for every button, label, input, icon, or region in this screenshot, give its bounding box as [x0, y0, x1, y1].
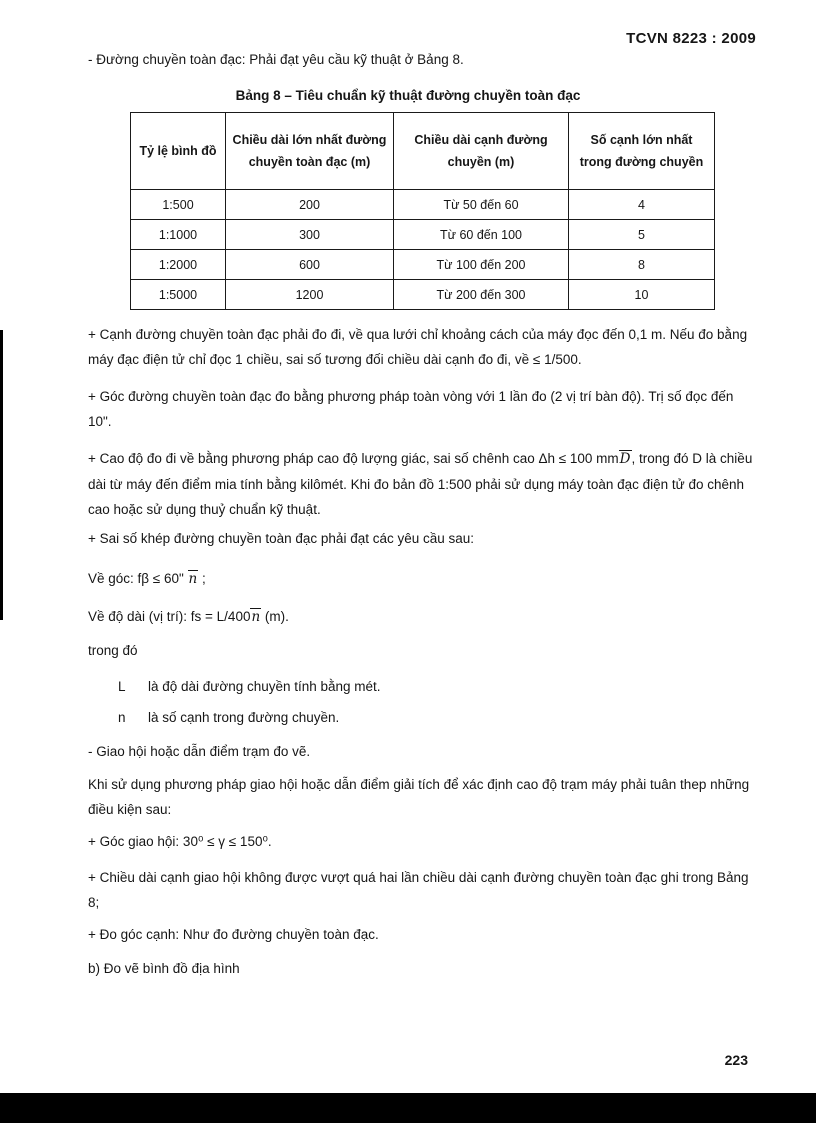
table-caption: Bảng 8 – Tiêu chuẩn kỹ thuật đường chuyền toàn đạc [235, 88, 581, 103]
cell-scale: 1:500 [131, 190, 226, 220]
page-number: 223 [724, 1052, 748, 1068]
cell-scale: 1:1000 [131, 220, 226, 250]
definition-n: n là số cạnh trong đường chuyền. [118, 710, 340, 725]
cell-max-edges: 5 [569, 220, 715, 250]
table-row [131, 280, 715, 310]
scan-bottom-bar [0, 1093, 816, 1123]
sqrt-n-formula: n [251, 609, 261, 625]
scan-edge-mark [0, 330, 3, 620]
cell-max-length: 300 [226, 220, 394, 250]
cell-max-length: 1200 [226, 280, 394, 310]
paragraph-closure-requirements: + Sai số khép đường chuyền toàn đạc phải đạt các yêu cầu sau: [88, 531, 475, 546]
paragraph-intersection-angle: + Góc giao hội: 30⁰ ≤ γ ≤ 150⁰. [88, 834, 272, 849]
paragraph-intersection-length: + Chiều dài cạnh giao hội không được vượt quá hai lần chiều dài cạnh đường chuyền toàn đạc ghi trong Bảng 8; [88, 870, 749, 910]
definition-L: L là độ dài đường chuyền tính bằng mét. [118, 679, 381, 694]
header-max-length: Chiều dài lớn nhất đường chuyền toàn đạc (m) [226, 113, 394, 190]
table-row [131, 250, 715, 280]
header-scale: Tỷ lệ bình đồ [131, 113, 226, 190]
document-code: TCVN 8223 : 2009 [626, 30, 756, 47]
cell-scale: 1:2000 [131, 250, 226, 280]
table-row [131, 190, 715, 220]
cell-scale: 1:5000 [131, 280, 226, 310]
table-header-row [131, 113, 715, 190]
sqrt-d-formula: D [619, 451, 631, 467]
table-row [131, 220, 715, 250]
intro-line: - Đường chuyền toàn đạc: Phải đạt yêu cầu kỹ thuật ở Bảng 8. [88, 52, 464, 67]
cell-max-edges: 4 [569, 190, 715, 220]
where-label: trong đó [88, 643, 138, 658]
paragraph-angle-edge: + Đo góc cạnh: Như đo đường chuyền toàn đạc. [88, 927, 379, 942]
cell-max-edges: 10 [569, 280, 715, 310]
section-heading-b: b) Đo vẽ bình đồ địa hình [88, 961, 240, 976]
sqrt-n-formula: n [188, 571, 198, 587]
spec-table [130, 112, 715, 310]
paragraph-edge-measurement: + Cạnh đường chuyền toàn đạc phải đo đi, về qua lưới chỉ khoảng cách của máy đọc đến 0,1 m. Nếu đo bằng máy đạc điện tử chỉ đọc 1 chiều, sai số tương đối chiều dài cạnh đo đi, về ≤ 1/500. [88, 327, 748, 367]
cell-edge-length: Từ 200 đến 300 [394, 280, 569, 310]
cell-edge-length: Từ 50 đến 60 [394, 190, 569, 220]
paragraph-angle-measurement: + Góc đường chuyền toàn đạc đo bằng phương pháp toàn vòng với 1 lần đo (2 vị trí bàn độ). Trị số đọc đến 10". [88, 389, 734, 429]
cell-edge-length: Từ 100 đến 200 [394, 250, 569, 280]
header-edge-length: Chiều dài cạnh đường chuyền (m) [394, 113, 569, 190]
formula-length-closure: Về độ dài (vị trí): fs = L/400n (m). [88, 609, 289, 625]
cell-max-length: 600 [226, 250, 394, 280]
cell-max-length: 200 [226, 190, 394, 220]
cell-max-edges: 8 [569, 250, 715, 280]
paragraph-intersection-conditions: Khi sử dụng phương pháp giao hội hoặc dẫn điểm giải tích để xác định cao độ trạm máy phải tuân thep những điều kiện sau: [88, 777, 750, 817]
cell-edge-length: Từ 60 đến 100 [394, 220, 569, 250]
header-max-edges: Số cạnh lớn nhất trong đường chuyền [569, 113, 715, 190]
formula-angle-closure: Về góc: fβ ≤ 60" n ; [88, 571, 206, 587]
paragraph-intersection-heading: - Giao hội hoặc dẫn điểm trạm đo vẽ. [88, 744, 311, 759]
paragraph-height-measurement: + Cao độ đo đi về bằng phương pháp cao độ lượng giác, sai số chênh cao Δh ≤ 100 mmD, trong đó D là chiều dài từ máy đến điểm mia tính bằng kilômét. Khi đo bản đồ 1:500 phải sử dụng máy toàn đạc điện tử đo chênh cao hoặc sử dụng thuỷ chuẩn kỹ thuật. [88, 451, 753, 517]
